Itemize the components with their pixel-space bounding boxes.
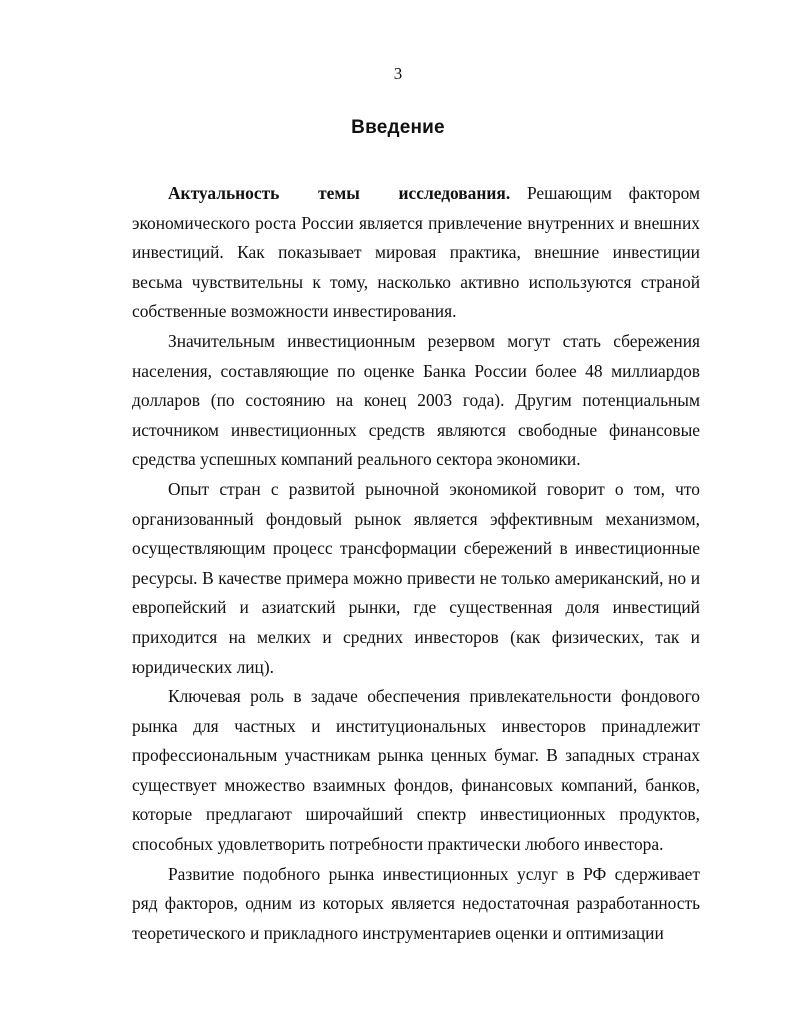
paragraph-text: Решающим фактором экономического роста России является привлечение внутренних и внешних инвестиций. Как показывает мировая практика, внешние инвестиции весьма чувствительны к тому, насколько активно используются страной собственные возможности инвестирования. xyxy=(132,183,701,322)
paragraph-lead: Актуальность темы исследования. xyxy=(168,183,511,203)
paragraph-text: Значительным инвестиционным резервом могут стать сбережения населения, составляющие по оценке Банка России более 48 миллиардов долларов (по состоянию на конец 2003 года). Другим потенциальным источником инвестиционных средств являются свободные финансовые средства успешных компаний реального сектора экономики. xyxy=(132,330,700,470)
paragraph-text: Опыт стран с развитой рыночной экономикой говорит о том, что организованный фондовый рынок является эффективным механизмом, осуществляющим процесс трансформации сбережений в инвестиционные ресурсы. В качестве примера можно привести не только американский, но и европейский и азиатский рынки, где существенная доля инвестиций приходится на мелких и средних инвесторов (как физических, так и юридических лиц). xyxy=(132,478,700,677)
paragraph-text: Ключевая роль в задаче обеспечения привлекательности фондового рынка для частных и институциональных инвесторов принадлежит профессиональным участникам рынка ценных бумаг. В западных странах существует множество взаимных фондов, финансовых компаний, банков, которые предлагают широчайший спектр инвестиционных продуктов, способных удовлетворить потребности практически любого инвестора. xyxy=(132,686,700,855)
paragraph-2 xyxy=(132,327,700,475)
section-title: Введение xyxy=(351,117,445,138)
paragraph-4 xyxy=(132,682,700,860)
paragraph-1 xyxy=(132,179,700,327)
paragraph-3 xyxy=(132,475,700,682)
paragraph-5 xyxy=(132,860,700,949)
body-text xyxy=(132,179,700,948)
paragraph-text: Развитие подобного рынка инвестиционных услуг в РФ сдерживает ряд факторов, одним из которых является недостаточная разработанность теоретического и прикладного инструментариев оценки и оптимизации xyxy=(132,863,700,943)
page-number: 3 xyxy=(393,64,403,83)
